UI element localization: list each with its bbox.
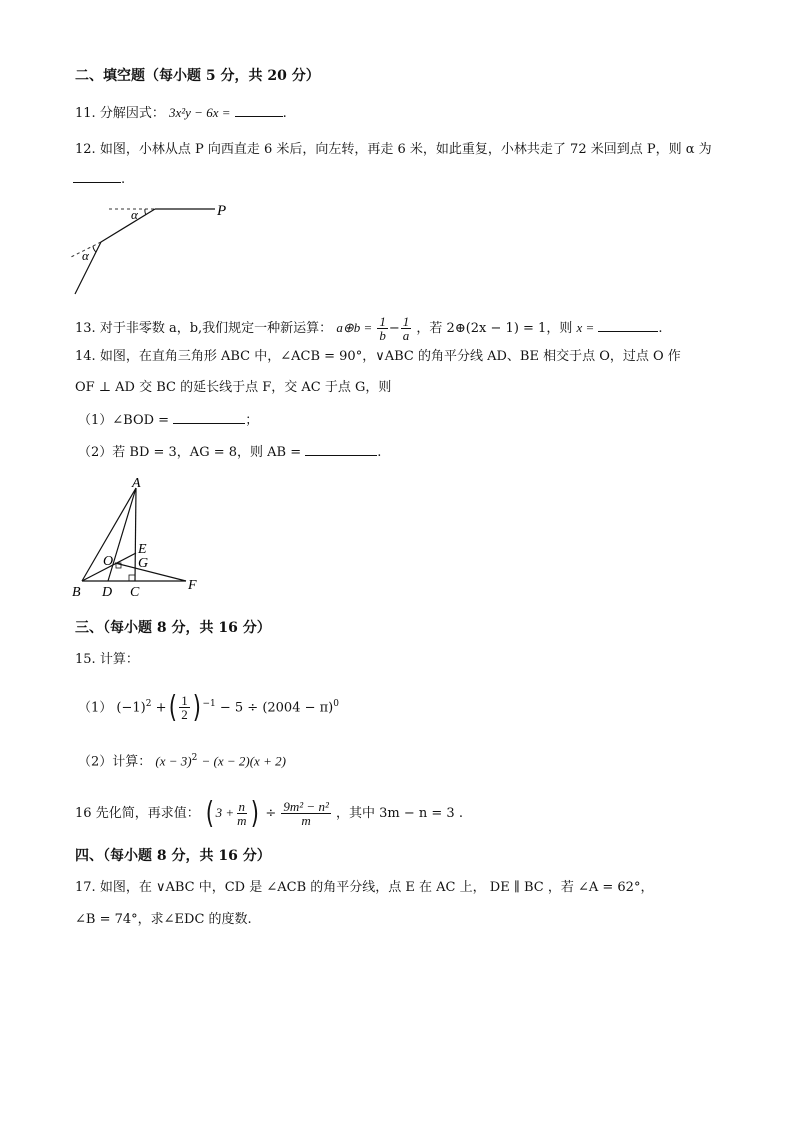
- segment-of: [115, 563, 186, 581]
- label-a: A: [132, 476, 141, 491]
- fraction: $\frac{1}{a}$: [402, 314, 410, 343]
- question-number: 13.: [75, 321, 96, 336]
- question-15-sub-1: （1） $(-1)^2$ +( $\frac{1}{2}$ ) $^{-1} - 5 \div (2004 - \pi)^0$: [78, 689, 339, 725]
- fraction: $\frac{1}{2}$: [181, 693, 188, 723]
- question-number: 14.: [75, 349, 96, 364]
- operation-definition: a⊕b =: [336, 320, 373, 335]
- ask-expression: x =: [576, 320, 595, 335]
- answer-blank: [73, 170, 121, 183]
- alpha-label: α: [82, 248, 89, 263]
- question-14-sub-1: （1）∠BOD = ；: [78, 413, 259, 428]
- q12-figure: [65, 196, 245, 296]
- question-number: 12.: [75, 142, 96, 157]
- answer-blank: [598, 319, 658, 332]
- question-14-line-2: OF ⊥ AD 交 BC 的延长线于点 F，交 AC 于点 G，则: [75, 380, 392, 395]
- label-c: C: [130, 585, 140, 600]
- condition-text: ，其中 3m − n = 3 .: [336, 806, 463, 821]
- question-12: [75, 141, 712, 159]
- question-expression: 3x²y − 6x =: [168, 105, 231, 120]
- question-14-sub-2: （2）若 BD = 3，AG = 8，则 AB = .: [78, 445, 382, 460]
- question-text: 计算：: [99, 652, 139, 667]
- section-2-heading: 二、填空题（每小题 5 分，共 20 分）: [75, 68, 320, 84]
- answer-blank: [173, 411, 245, 424]
- answer-blank: [235, 104, 283, 117]
- question-number: 17.: [75, 880, 96, 895]
- segment-ac: [135, 488, 136, 581]
- label-e: E: [138, 542, 147, 557]
- fraction: $\frac{1}{b}$: [379, 314, 386, 343]
- label-b: B: [72, 585, 81, 600]
- alpha-label: α: [131, 207, 138, 222]
- fraction: $\frac{\text{9m² − n²}}{m}$: [283, 799, 329, 828]
- section-3-heading: 三、（每小题 8 分，共 16 分）: [75, 620, 271, 636]
- question-text: 对于非零数 a，b,我们规定一种新运算：: [99, 321, 333, 336]
- point-p-label: P: [217, 203, 227, 219]
- answer-blank: [305, 443, 377, 456]
- path-segment: [101, 209, 155, 242]
- question-17-line-1: [75, 879, 653, 897]
- question-15: [75, 651, 139, 669]
- label-g: G: [138, 556, 149, 571]
- question-11: 11. 分解因式： 3x²y − 6x = .: [75, 105, 287, 121]
- q14-figure: [66, 474, 216, 602]
- question-text: 如图，小林从点 P 向西直走 6 米后，向左转，再走 6 米，如此重复，小林共走了 72 米回到点 P，则 α 为: [99, 142, 712, 157]
- label-f: F: [188, 578, 197, 593]
- question-text: 如图，在 ∨ABC 中，CD 是 ∠ACB 的角平分线，点 E 在 AC 上， DE ∥ BC ，若 ∠A = 62°，: [99, 880, 654, 895]
- label-o: O: [103, 554, 114, 569]
- question-text: 先化简，再求值：: [95, 806, 200, 821]
- condition-text: ，若 2⊕(2x − 1) = 1，则: [416, 321, 573, 336]
- question-text: 如图，在直角三角形 ABC 中，∠ACB = 90°，∨ABC 的角平分线 AD、BE 相交于点 O，过点 O 作: [99, 349, 681, 364]
- fraction: $\frac{n}{m}$: [237, 799, 247, 828]
- question-12-answer: .: [73, 170, 125, 189]
- question-13: 13. 对于非零数 a，b,我们规定一种新运算： a⊕b = $\frac{1}{b}$ − $\frac{1}{a}$ ，若 2⊕(2x − 1) = 1，则 x = .: [75, 314, 663, 343]
- question-text: 分解因式：: [99, 106, 165, 121]
- question-15-sub-2: （2）计算： $(x - 3)^2 - (x - 2)(x + 2)$: [78, 753, 286, 770]
- right-angle-mark-c: [129, 575, 135, 581]
- question-14-line-1: [75, 348, 681, 366]
- question-number: 15.: [75, 652, 96, 667]
- label-d: D: [102, 585, 113, 600]
- question-number: 16: [75, 806, 92, 821]
- angle-arc: [145, 209, 146, 215]
- question-16: 16 先化简，再求值： ( 3 + $\frac{n}{m}$ ) ÷ $\frac{\text{9m² − n²}}{m}$ ，其中 3m − n = 3 .: [75, 795, 463, 831]
- section-4-heading: 四、（每小题 8 分，共 16 分）: [75, 848, 271, 864]
- question-17-line-2: ∠B = 74°，求∠EDC 的度数.: [75, 912, 252, 927]
- question-number: 11.: [75, 106, 96, 121]
- angle-arc: [93, 246, 96, 252]
